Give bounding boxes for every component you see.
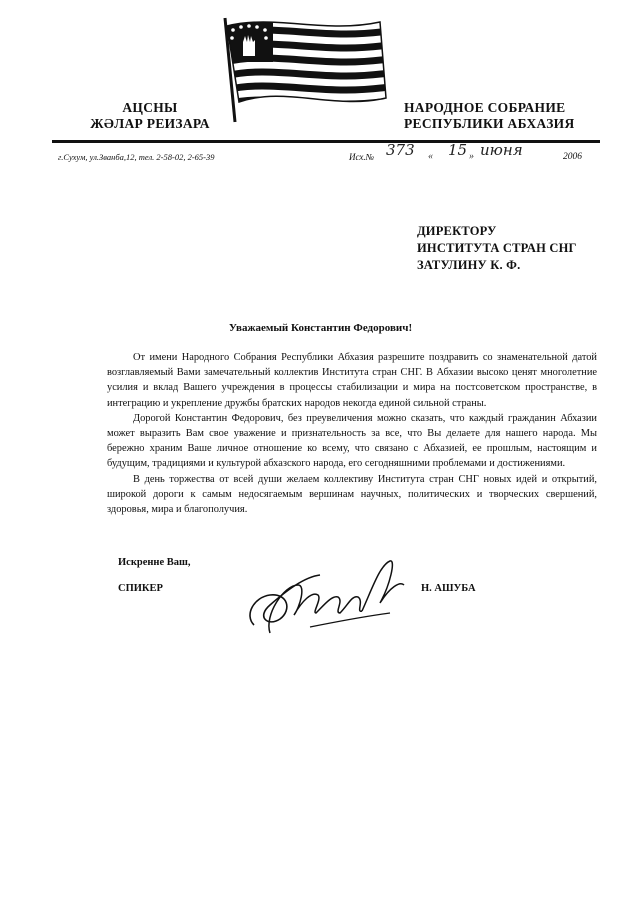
date-month: июня	[480, 141, 523, 159]
signatory-name: Н. АШУБА	[421, 583, 476, 594]
date-open-quote: «	[428, 151, 433, 162]
body-paragraph-1: От имени Народного Собрания Республики Абхазия разрешите поздравить со знаменательной датой возглавляемый Вами замечательный коллектив Института стран СНГ. В Абхазии высоко ценят многолетние усилия и вклад Вашего учреждения в процессы стабилизации и мира на постсоветском пространстве, в интеграцию и укрепление дружбы братских народов некогда единой сильной страны.	[107, 352, 597, 409]
org-name-abkhaz-line-1: АЦСНЫ	[122, 100, 178, 115]
letter-body	[107, 350, 597, 517]
org-name-abkhaz-line-2: ЖӘЛАР РЕИЗАРА	[90, 116, 210, 131]
handwritten-signature	[240, 555, 410, 640]
signatory-title: СПИКЕР	[118, 583, 163, 594]
closing-phrase: Искренне Ваш,	[118, 557, 191, 568]
date-close-quote: »	[469, 151, 474, 162]
org-name-russian	[404, 100, 594, 132]
org-name-russian-line-2: РЕСПУБЛИКИ АБХАЗИЯ	[404, 116, 575, 131]
salutation: Уважаемый Константин Федорович!	[228, 322, 413, 334]
addressee-line-3: ЗАТУЛИНУ К. Ф.	[417, 258, 521, 272]
date-day: 15	[448, 141, 468, 159]
body-paragraph-3: В день торжества от всей души желаем коллективу Института стран СНГ новых идей и открытий, широкой дороги к самым недосягаемым вершинам научных, политических и творческих свершений, здоровья, мира и благополучия.	[107, 473, 597, 516]
org-name-abkhaz	[80, 100, 220, 132]
addressee-line-2: ИНСТИТУТА СТРАН СНГ	[417, 241, 577, 255]
outgoing-ref-number: 373	[386, 141, 415, 159]
org-address: г.Сухум, ул.Званба,12, тел. 2-58-02, 2-65-39	[58, 152, 215, 162]
outgoing-ref-label: Исх.№	[349, 152, 375, 162]
addressee-line-1: ДИРЕКТОРУ	[417, 224, 497, 238]
abkhazia-flag-emblem	[205, 12, 405, 132]
date-year: 2006	[563, 152, 582, 162]
body-paragraph-2: Дорогой Константин Федорович, без преувеличения можно сказать, что каждый гражданин Абхазии может выразить Вам свое уважение и признательность за все, что Вы делаете для нашего народа. Мы бережно храним Ваше личное отношение ко всему, что связано с Абхазией, ее прошлым, настоящим и будущим, традициями и культурой абхазского народа, его сегодняшними проблемами и достижениями.	[107, 412, 597, 470]
org-name-russian-line-1: НАРОДНОЕ СОБРАНИЕ	[404, 100, 566, 115]
addressee-block	[417, 223, 577, 274]
